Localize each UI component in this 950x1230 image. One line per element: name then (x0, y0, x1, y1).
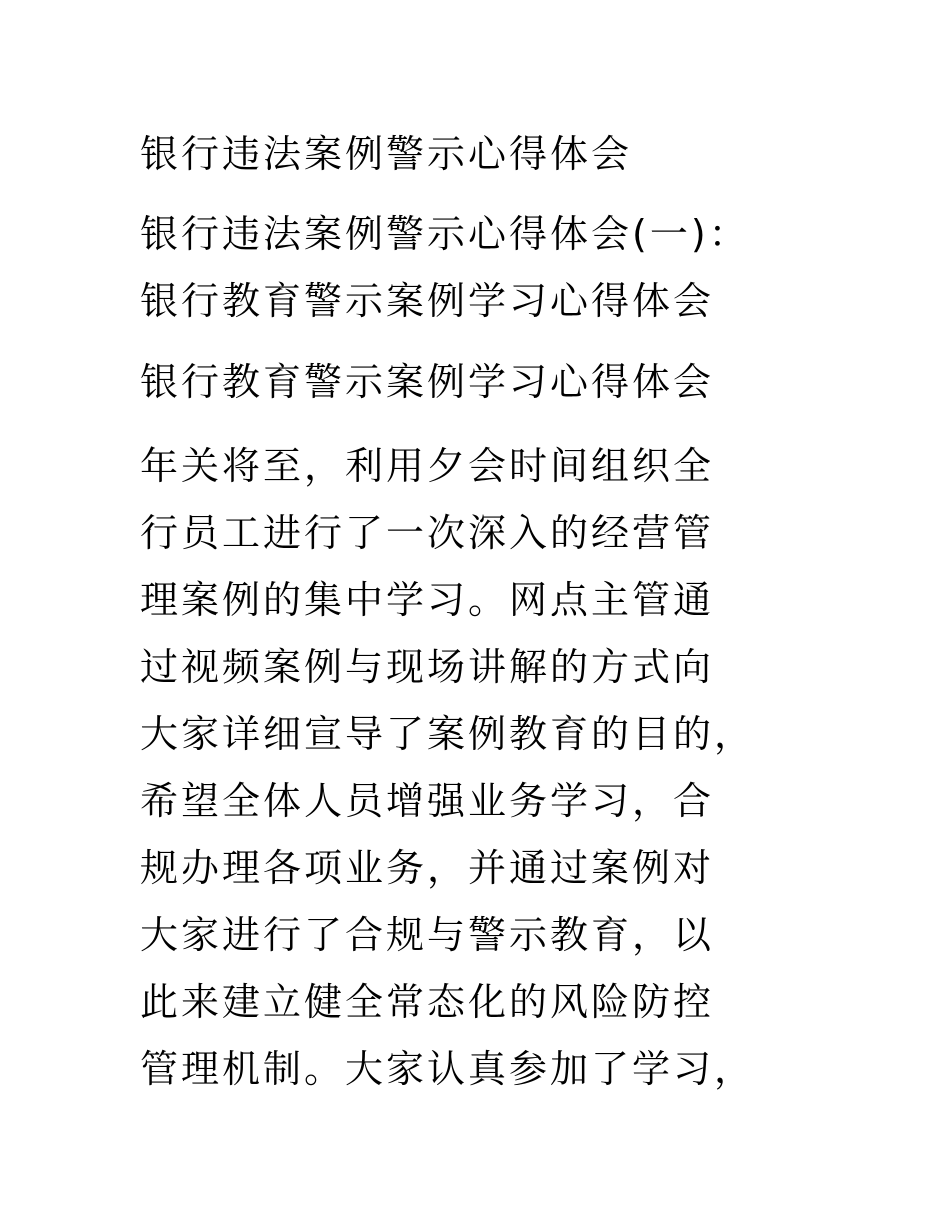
subtitle-line: 银行教育警示案例学习心得体会 (140, 279, 715, 323)
document-subtitle (140, 201, 820, 335)
paragraph-line: 管理机制。大家认真参加了学习， (140, 1047, 756, 1091)
paragraph-line: 大家进行了合规与警示教育，以 (140, 913, 715, 957)
body-paragraph (140, 433, 820, 1103)
document-title: 银行违法案例警示心得体会 (140, 132, 633, 176)
paragraph-line: 理案例的集中学习。网点主管通 (140, 578, 715, 622)
paragraph-line: 规办理各项业务，并通过案例对 (140, 846, 715, 890)
paragraph-line: 大家详细宣导了案例教育的目的， (140, 712, 756, 756)
subtitle-line: 银行违法案例警示心得体会(一)： (140, 212, 750, 256)
paragraph-line: 希望全体人员增强业务学习，合 (140, 779, 715, 823)
paragraph-line: 行员工进行了一次深入的经营管 (140, 511, 715, 555)
paragraph-line: 此来建立健全常态化的风险防控 (140, 980, 715, 1024)
paragraph-line: 年关将至，利用夕会时间组织全 (140, 444, 715, 488)
document-page (140, 126, 820, 1103)
section-heading: 银行教育警示案例学习心得体会 (140, 360, 715, 404)
paragraph-line: 过视频案例与现场讲解的方式向 (140, 645, 715, 689)
